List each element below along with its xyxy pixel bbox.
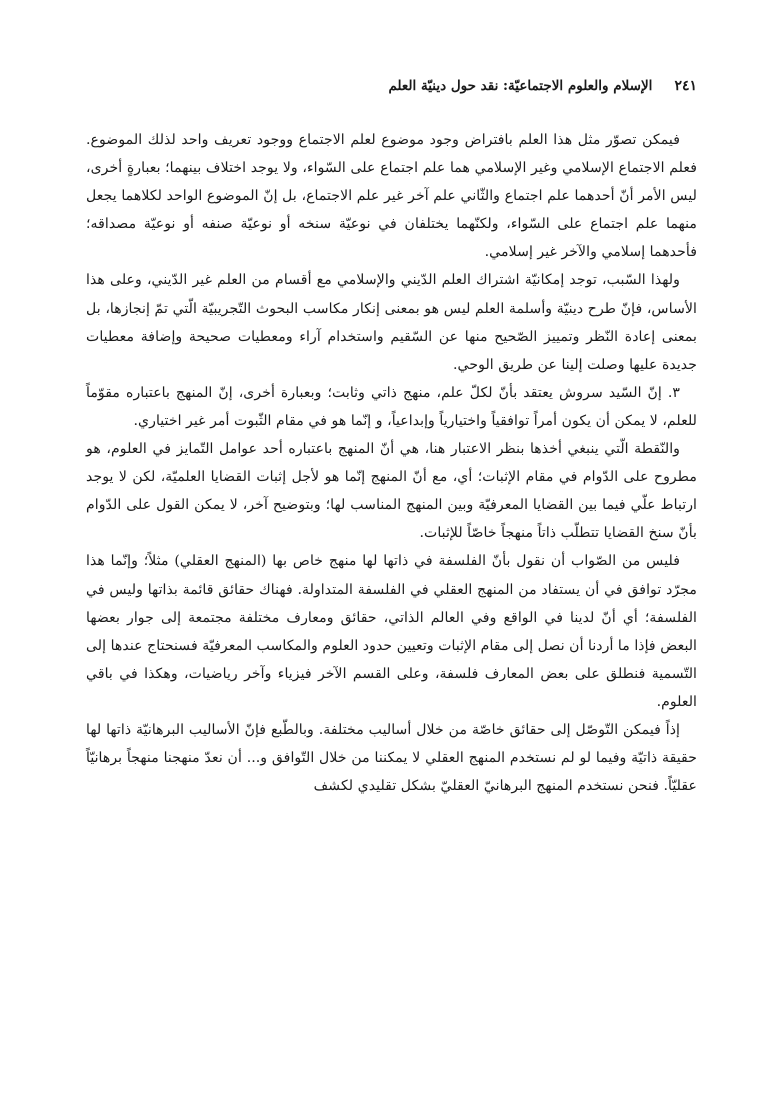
- running-title: الإسلام والعلوم الاجتماعيّة: نقد حول دينيّة العلم: [388, 78, 653, 94]
- body-text: [86, 126, 697, 800]
- paragraph: ٣. إنّ السّيد سروش يعتقد بأنّ لكلّ علم، منهج ذاتي وثابت؛ وبعبارة أخرى، إنّ المنهج باعتباره مقوّماً للعلم، لا يمكن أن يكون أمراً توافقياً واختيارياً وإبداعياً، و إنّما هو في مقام الثّبوت أمر غير اختياري.: [86, 384, 697, 429]
- paragraph: ولهذا السّبب، توجد إمكانيّة اشتراك العلم الدّيني والإسلامي مع أقسام من العلم غير الدّيني، وعلى هذا الأساس، فإنّ طرح دينيّة وأسلمة العلم ليس هو بمعنى إنكار مكاسب البحوث التّجريبيّة الّتي تمّ إنجازها، بل بمعنى إعادة النّظر وتمييز الصّحيح منها عن السّقيم واستخدام آراء ومعطيات صحيحة وإضافة معطيات جديدة عليها وصلت إلينا عن طريق الوحي.: [86, 272, 697, 373]
- running-header: [86, 78, 697, 104]
- paragraph: إذاً فيمكن التّوصّل إلى حقائق خاصّة من خلال أساليب مختلفة. وبالطّبع فإنّ الأساليب البرهانيّة ذاتها لها حقيقة ذاتيّة وفيما لو لم نستخدم المنهج العقلي لا يمكننا من خلال التّوافق و... أن نعدّ منهجنا منهجاً برهانيّاً عقليّاً. فنحن نستخدم المنهج البرهانيّ العقليّ بشكل تقليدي لكشف: [86, 721, 697, 795]
- page-number: ٢٤١: [674, 78, 697, 94]
- paragraph: فيمكن تصوّر مثل هذا العلم بافتراض وجود موضوع لعلم الاجتماع ووجود تعريف واحد لذلك الموضوع. فعلم الاجتماع الإسلامي وغير الإسلامي هما علم اجتماع على السّواء، ولا يوجد اختلاف بينهما؛ بعبارةٍ أخرى، ليس الأمر أنّ أحدهما علم اجتماع والثّاني علم آخر غير علم الاجتماع، بل إنّ الموضوع الواحد لكلاهما يجعل منهما علم اجتماع على السّواء، ولكنّهما يختلفان في نوعيّة سنخه أو نوعيّة صنفه أو نوعيّة مصداقه؛ فأحدهما إسلامي والآخر غير إسلامي.: [86, 132, 697, 261]
- paragraph: فليس من الصّواب أن نقول بأنّ الفلسفة في ذاتها لها منهج خاص بها (المنهج العقلي) مثلاً؛ وإنّما هذا مجرّد توافق في أن يستفاد من المنهج العقلي في الفلسفة المتداولة. فهناك حقائق قائمة بذاتها وليس في الفلسفة؛ أي أنّ لدينا في الواقع وفي العالم الذاتي، حقائق ومعارف مختلفة مجتمعة إلى جوار بعضها البعض فإذا ما أردنا أن نصل إلى مقام الإثبات وتعيين حدود العلوم والمكاسب المعرفيّة فسنحتاج عندها إلى التّسمية فنطلق على بعض المعارف فلسفة، وعلى القسم الآخر فيزياء وآخر رياضيات، وهكذا في باقي العلوم.: [85, 553, 697, 710]
- paragraph: والنّقطة الّتي ينبغي أخذها بنظر الاعتبار هنا، هي أنّ المنهج باعتباره أحد عوامل التّمايز في العلوم، هو مطروح على الدّوام في مقام الإثبات؛ أي، مع أنّ المنهج إنّما هو لأجل إثبات القضايا العلميّة، لكن لا يوجد ارتباط علّي فيما بين القضايا المعرفيّة وبين المنهج المناسب لها؛ وبتوضيح آخر، لا يمكن القول على الدّوام بأنّ سنخ القضايا تتطلّب ذاتاً منهجاً خاصّاً للإثبات.: [86, 441, 697, 542]
